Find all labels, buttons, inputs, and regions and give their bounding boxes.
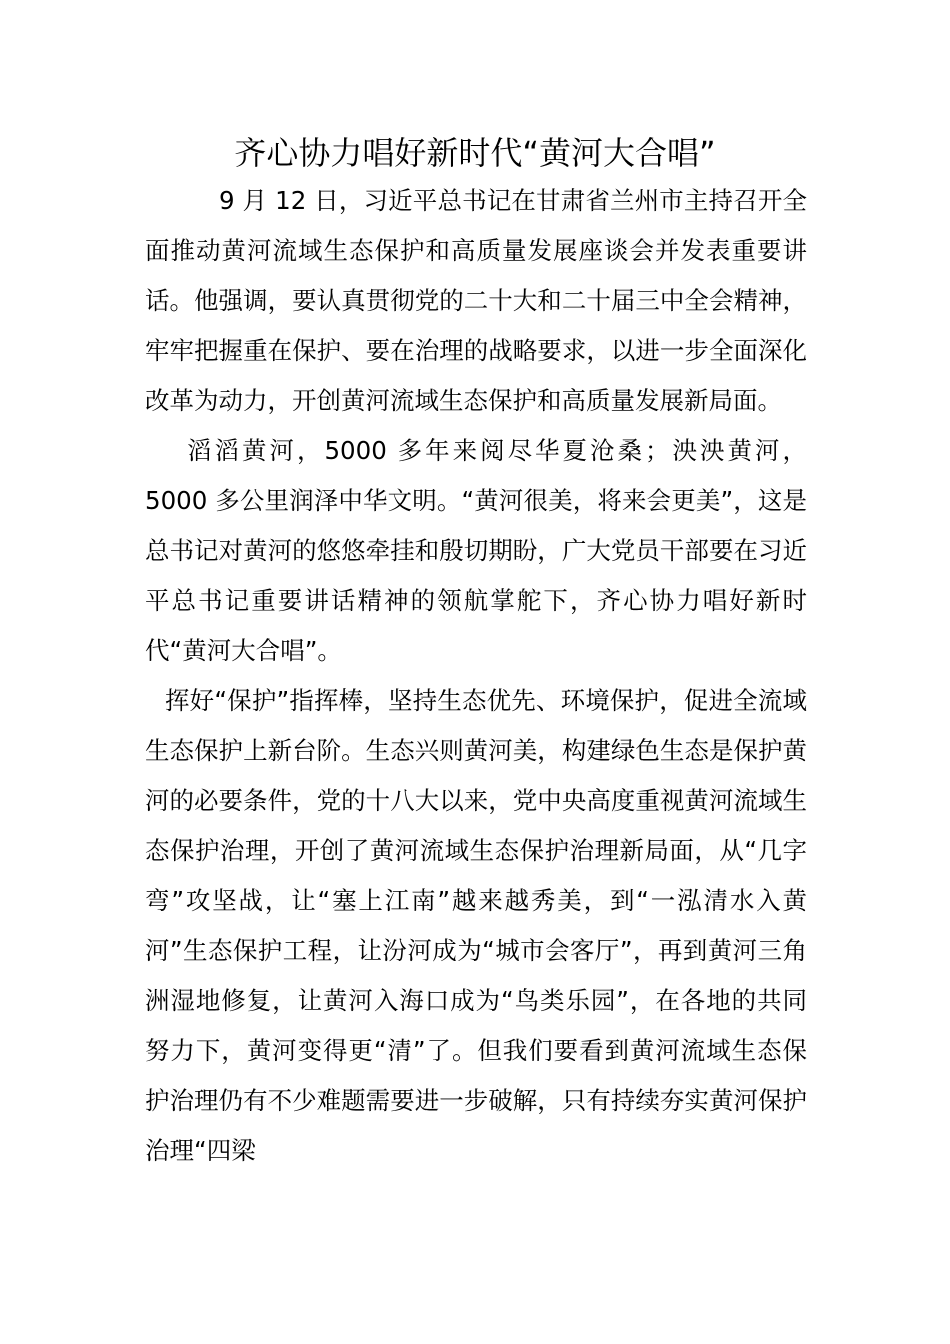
document-title: 齐心协力唱好新时代“黄河大合唱” [234, 134, 716, 172]
paragraph-1: 9 月 12 日，习近平总书记在甘肃省兰州市主持召开全面推动黄河流域生态保护和高质量发展座谈会并发表重要讲话。他强调，要认真贯彻党的二十大和二十届三中全会精神，牢牢把握重在保护、要在治理的战略要求，以进一步全面深化改革为动力，开创黄河流域生态保护和高质量发展新局面。 [145, 186, 807, 415]
paragraph-3: 挥好“保护”指挥棒，坚持生态优先、环境保护，促进全流域生态保护上新台阶。生态兴则黄河美，构建绿色生态是保护黄河的必要条件，党的十八大以来，党中央高度重视黄河流域生态保护治理，开创了黄河流域生态保护治理新局面，从“几字弯”攻坚战，让“塞上江南”越来越秀美，到“一泓清水入黄河”生态保护工程，让汾河成为“城市会客厅”，再到黄河三角洲湿地修复，让黄河入海口成为“鸟类乐园”，在各地的共同努力下，黄河变得更“清”了。但我们要看到黄河流域生态保护治理仍有不少难题需要进一步破解，只有持续夯实黄河保护治理“四梁 [145, 686, 807, 1165]
document-body [145, 176, 807, 1176]
paragraph-2: 滔滔黄河，5000 多年来阅尽华夏沧桑；泱泱黄河，5000 多公里润泽中华文明。“黄河很美，将来会更美”，这是总书记对黄河的悠悠牵挂和殷切期盼，广大党员干部要在习近平总书记重要讲话精神的领航掌舵下，齐心协力唱好新时代“黄河大合唱”。 [145, 436, 807, 665]
